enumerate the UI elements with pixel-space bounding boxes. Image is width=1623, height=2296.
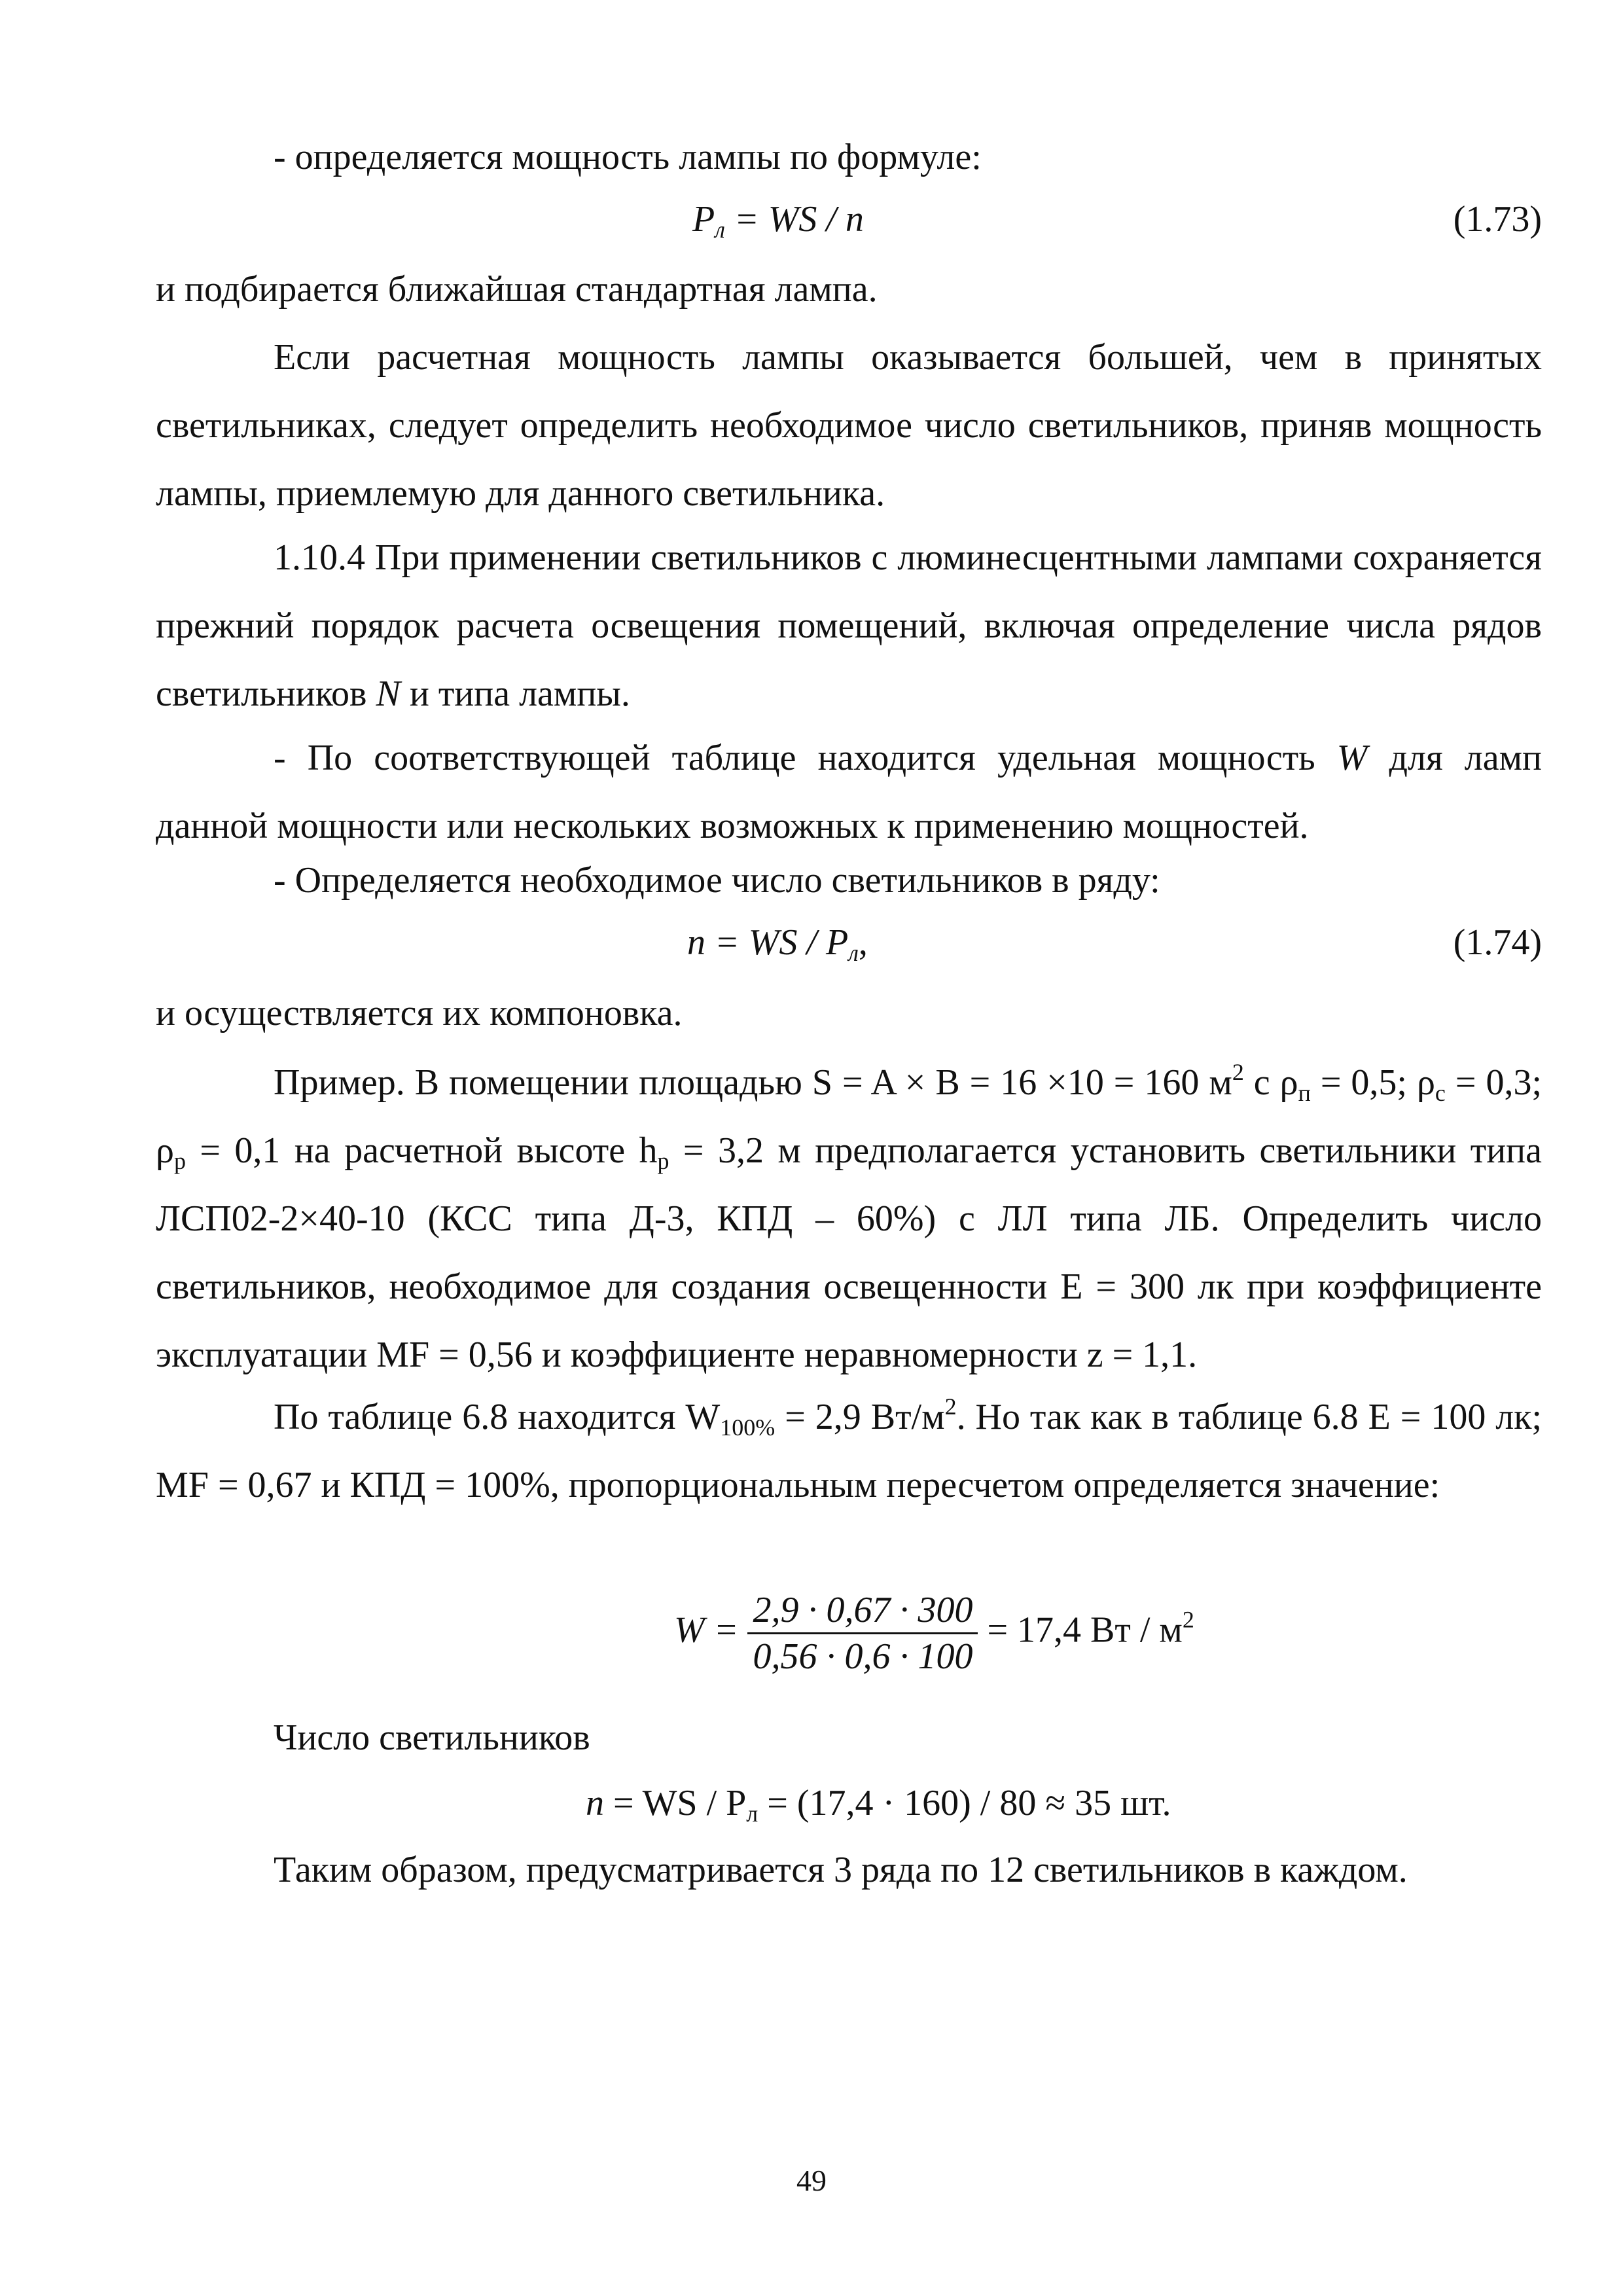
equation-1-73	[692, 196, 864, 242]
eqw-denominator: 0,56 · 0,6 · 100	[753, 1636, 973, 1677]
p9-sub-1: 100%	[720, 1414, 776, 1441]
equation-1-74	[687, 920, 868, 965]
p5-after: для ламп данной мощности или нескольких возможных к применению мощностей.	[156, 738, 1543, 846]
paragraph-number-in-row: - Определяется необходимое число светильников в ряду:	[274, 860, 1160, 901]
paragraph-specific-power	[156, 724, 1542, 860]
paragraph-formula-intro: - определяется мощность лампы по формуле:	[274, 137, 982, 177]
paragraph-layout: и осуществляется их компоновка.	[156, 993, 683, 1033]
eqn-rest: = (17,4 · 160) / 80 ≈ 35 шт.	[758, 1783, 1171, 1823]
eqw-rhs: = 17,4 Вт / м	[987, 1609, 1183, 1651]
eqn-rhs: = WS / P	[604, 1783, 747, 1823]
eqw-fraction	[747, 1590, 978, 1676]
equation-number-1-73: (1.73)	[1453, 199, 1542, 240]
eq174-lhs: n = WS / P	[687, 922, 849, 963]
paragraph-1-10-4	[156, 524, 1542, 728]
equation-w	[674, 1590, 1194, 1676]
p8-text-5: = 0,1 на расчетной высоте h	[185, 1130, 658, 1171]
p5-before: - По соответствующей таблице находится удельная мощность	[274, 738, 1337, 778]
eq174-sub: л	[848, 940, 859, 966]
eqn-sub: л	[746, 1801, 758, 1827]
p4-after: и типа лампы.	[400, 673, 630, 714]
p8-sub-4: р	[657, 1148, 669, 1174]
p8-sub-1: п	[1298, 1080, 1311, 1106]
p5-var-w: W	[1336, 738, 1368, 778]
paragraph-standard-lamp: и подбирается ближайшая стандартная лампа.	[156, 269, 878, 310]
eqn-lhs: n	[586, 1783, 604, 1823]
p8-text-4: = 0,3; ρ	[156, 1062, 1543, 1171]
p9-sup-1: 2	[944, 1393, 957, 1420]
paragraph-if-power-larger: Если расчетная мощность лампы оказывается большей, чем в принятых светильниках, следует определить необходимое число светильников, приняв мощность лампы, приемлемую для данного светильника.	[156, 337, 1542, 514]
paragraph-number-of-luminaires: Число светильников	[274, 1717, 590, 1758]
page-number: 49	[796, 2164, 827, 2197]
p9-text-1: По таблице 6.8 находится W	[274, 1397, 721, 1437]
paragraph-example	[156, 1049, 1542, 1389]
p8-text-6: = 3,2 м предполагается установить светильники типа ЛСП02-2×40-10 (КСС типа Д-3, КПД – 60%) с ЛЛ типа ЛБ. Определить число светильников, необходимое для создания освещенности E = 300 лк при коэффициенте эксплуатации MF = 0,56 и коэффициенте неравномерности z = 1,1.	[156, 1130, 1543, 1375]
p8-sub-2: с	[1435, 1080, 1446, 1106]
eqw-rhs-sup: 2	[1182, 1606, 1194, 1633]
equation-number-1-74: (1.74)	[1453, 922, 1542, 963]
eqw-lhs: W =	[674, 1609, 739, 1651]
p9-text-3: . Но так как в таблице 6.8 E = 100 лк; MF = 0,67 и КПД = 100%, пропорциональным пересчетом определяется значение:	[156, 1397, 1543, 1505]
eqw-numerator: 2,9 · 0,67 · 300	[747, 1590, 978, 1634]
p8-text-1: Пример. В помещении площадью S = A × B = 16 ×10 = 160 м	[274, 1062, 1232, 1103]
p8-sup-1: 2	[1232, 1059, 1244, 1085]
p8-text-3: = 0,5; ρ	[1310, 1062, 1435, 1103]
paragraph-table-6-8	[156, 1383, 1542, 1519]
p4-var-n: N	[376, 673, 401, 714]
equation-n	[586, 1780, 1171, 1826]
eq-lhs-sub: л	[715, 217, 725, 243]
eq-rhs: = WS / n	[724, 199, 864, 240]
p4-before: 1.10.4 При применении светильников с люминесцентными лампами сохраняется прежний порядок расчета освещения помещений, включая определение числа рядов светильников	[156, 537, 1542, 714]
p8-text-2: с ρ	[1243, 1062, 1298, 1103]
eq-lhs: P	[692, 199, 715, 240]
eq174-tail: ,	[858, 922, 868, 963]
paragraph-conclusion: Таким образом, предусматривается 3 ряда по 12 светильников в каждом.	[274, 1850, 1408, 1890]
p9-text-2: = 2,9 Вт/м	[775, 1397, 945, 1437]
p8-sub-3: р	[173, 1148, 186, 1174]
